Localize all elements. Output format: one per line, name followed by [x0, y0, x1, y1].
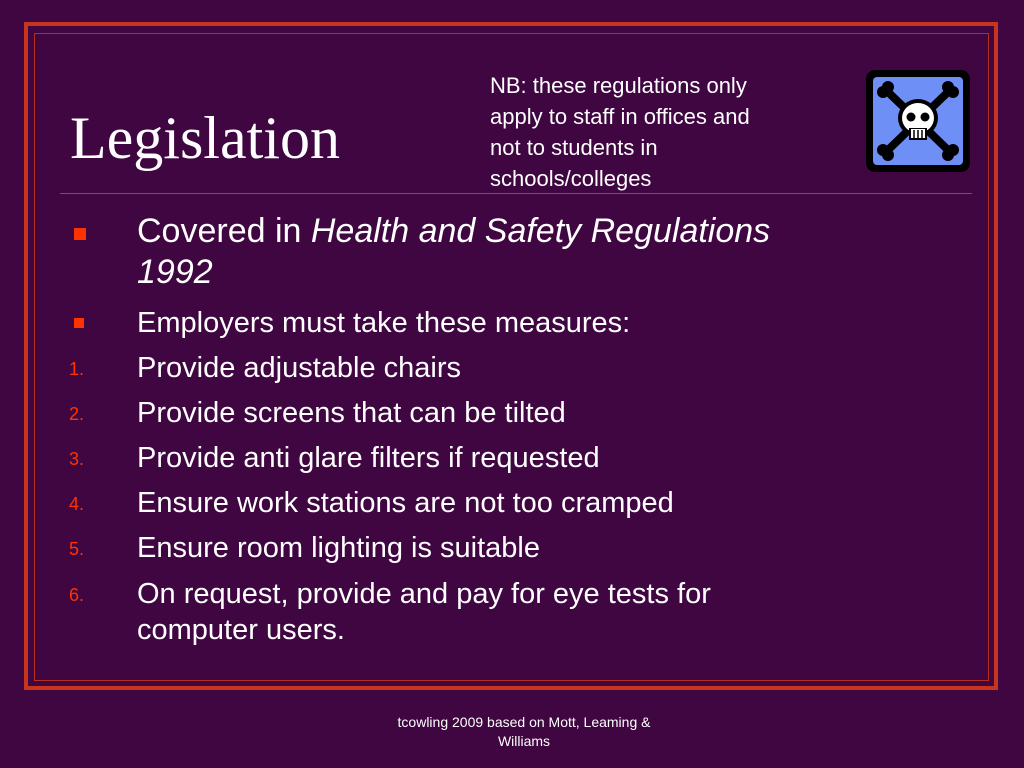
list-item-text: Provide screens that can be tilted — [137, 397, 566, 429]
list-item-text — [137, 211, 770, 251]
list-item-text: Ensure room lighting is suitable — [137, 532, 540, 564]
note-line: apply to staff in offices and — [490, 104, 750, 129]
list-number: 5. — [69, 539, 85, 559]
note-line: NB: these regulations only — [490, 73, 747, 98]
bullet-square — [74, 228, 86, 240]
list-item-text: Ensure work stations are not too cramped — [137, 487, 674, 519]
bullet-square — [74, 318, 84, 328]
list-item-text: Provide adjustable chairs — [137, 352, 462, 384]
list-number: 2. — [69, 404, 85, 424]
list-number: 6. — [69, 585, 85, 605]
list-number: 4. — [69, 494, 85, 514]
list-number: 1. — [69, 359, 85, 379]
title-divider — [60, 193, 972, 194]
footer-line: tcowling 2009 based on Mott, Leaming & — [397, 714, 651, 730]
footer-line: Williams — [497, 733, 551, 749]
list-item-text: On request, provide and pay for eye tests for — [137, 578, 711, 610]
regulation-year: 1992 — [137, 253, 213, 291]
regulation-name: Health and Safety Regulations — [310, 212, 771, 250]
list-item-text-continued: computer users. — [137, 614, 345, 646]
list-item-text: Employers must take these measures: — [137, 307, 631, 339]
note-text — [490, 70, 810, 194]
list-number: 3. — [69, 449, 85, 469]
slide-footer — [384, 713, 664, 751]
skull-crossbones-icon — [866, 70, 970, 172]
list-item-text: Provide anti glare filters if requested — [137, 442, 600, 474]
note-line: not to students in — [490, 135, 658, 160]
list-item-text-plain: Covered in — [137, 212, 311, 250]
slide-title: Legislation — [70, 105, 340, 171]
note-line: schools/colleges — [490, 166, 652, 191]
